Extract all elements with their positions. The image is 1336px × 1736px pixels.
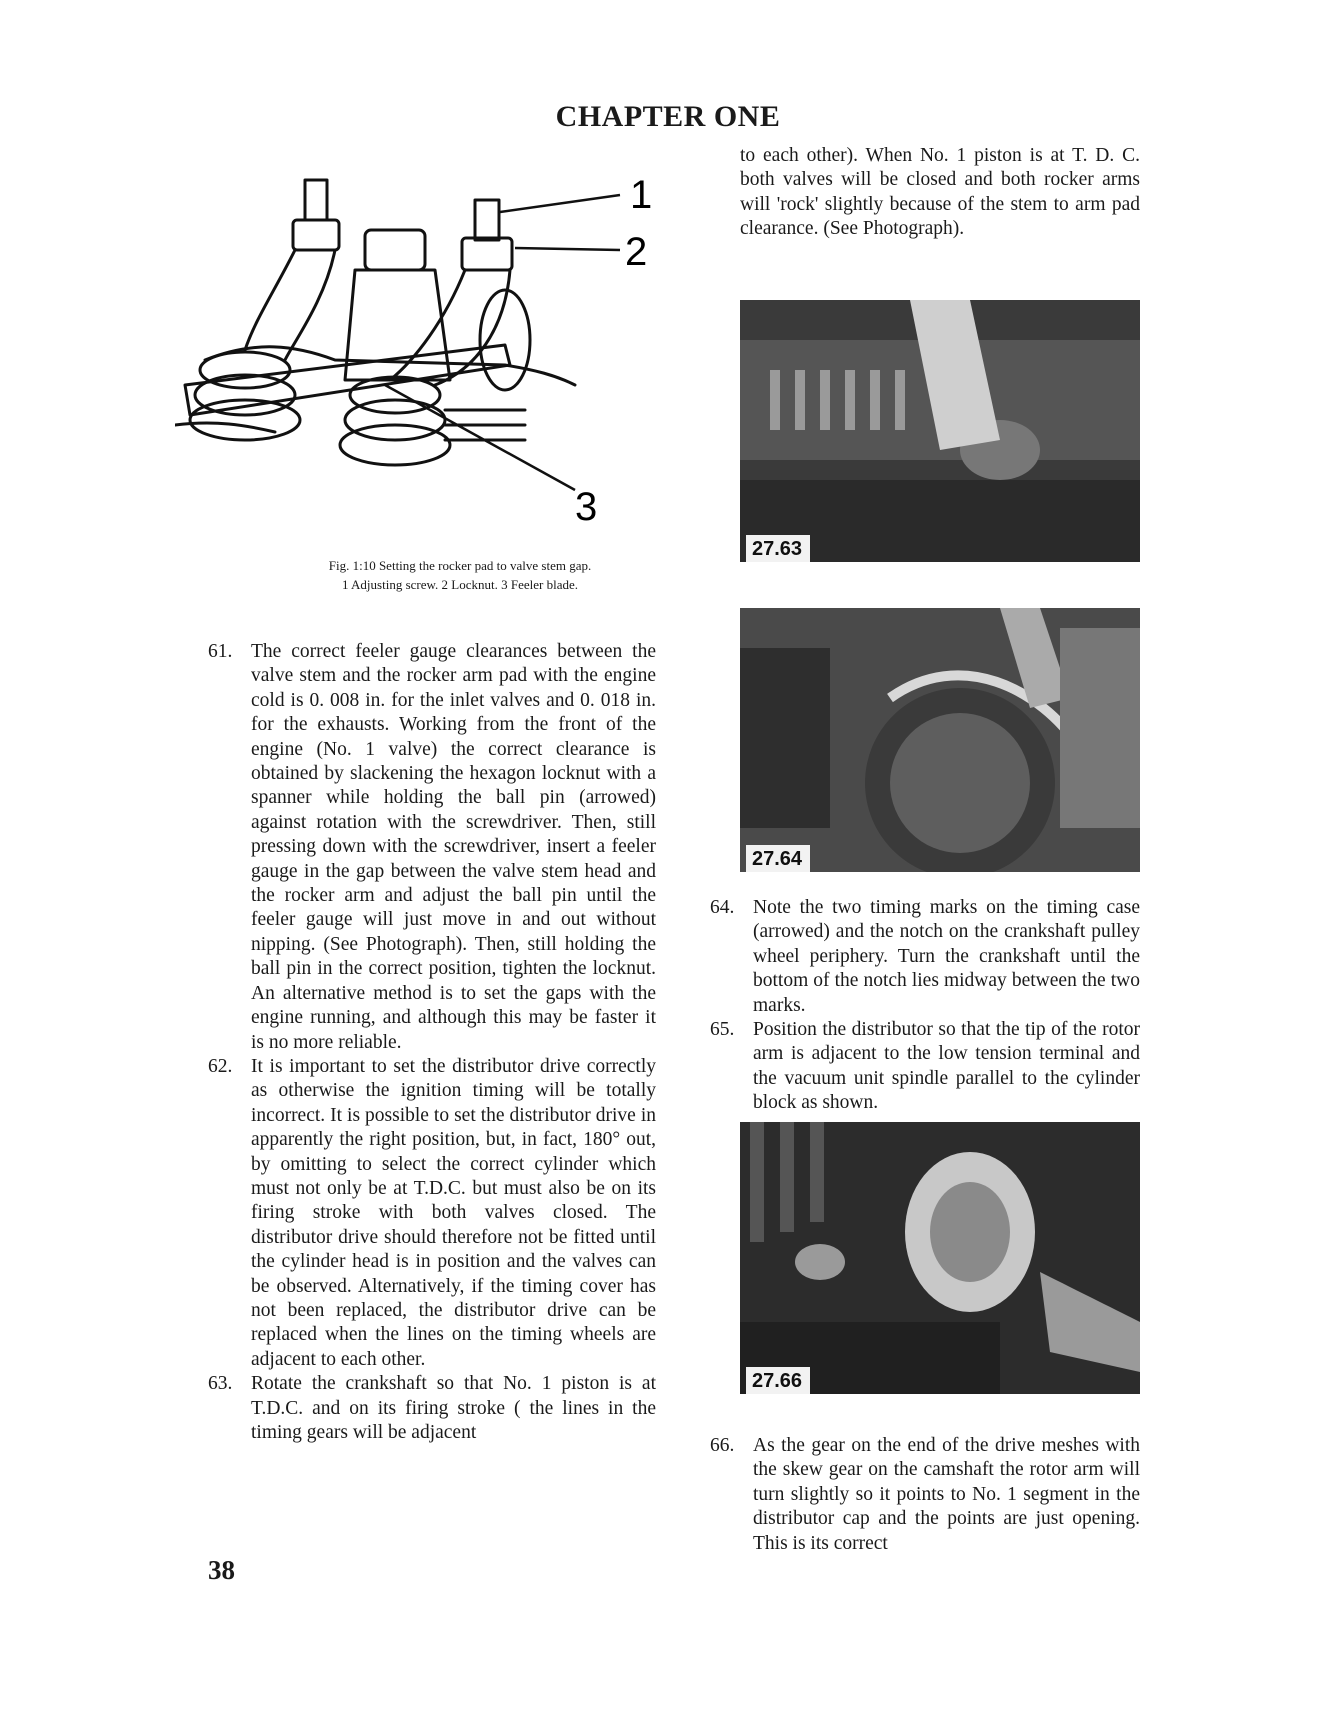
item-number: 64. [710, 897, 735, 918]
rocker-arm-figure [175, 170, 735, 550]
list-item-61 [208, 640, 656, 1055]
item-text: Note the two timing marks on the timing case (arrowed) and the notch on the crankshaft pulley wheel periphery. Turn the crankshaft until the bottom of the notch lies midway between the two marks. [753, 897, 1140, 1016]
item-text: Position the distributor so that the tip of the rotor arm is adjacent to the low tension terminal and the vacuum unit spindle parallel to the cylinder block as shown. [753, 1019, 1140, 1114]
caption-line-1: Fig. 1:10 Setting the rocker pad to valve stem gap. [328, 558, 592, 573]
item-number: 63. [208, 1373, 233, 1395]
photo-label-27-66: 27.66 [746, 1367, 810, 1394]
rocker-arm-drawing [175, 170, 735, 550]
item-text: Rotate the crankshaft so that No. 1 piston is at T.D.C. and on its firing stroke ( the lines in the timing gears will be adjacent [251, 1373, 656, 1443]
callout-1: 1 [630, 173, 653, 217]
right-bottom-item [710, 1434, 1140, 1556]
photo-label-27-63: 27.63 [746, 535, 810, 562]
list-item-64 [710, 896, 1140, 1018]
photo-27-64-image [740, 608, 1140, 872]
caption-line-2: 1 Adjusting screw. 2 Locknut. 3 Feeler blade. [342, 577, 578, 592]
item-number: 62. [208, 1055, 233, 1077]
photo-27-63 [740, 300, 1140, 562]
item-text: It is important to set the distributor drive correctly as otherwise the ignition timing will be totally incorrect. It is possible to set the distributor drive in apparently the right position, but, in fact, 180° out, by omitting to select the correct cylinder which must not only be at T.D.C. but must also be on its firing stroke with both valves closed. The distributor drive should therefore not be fitted until the cylinder head is in position and the valves can be observed. Alternatively, if the timing cover has not been replaced, the distributor drive can be replaced when the lines on the timing wheels are adjacent to each other. [251, 1055, 656, 1370]
list-item-62 [208, 1055, 656, 1372]
list-item-65 [710, 1018, 1140, 1116]
item-number: 61. [208, 641, 233, 662]
photo-27-66-image [740, 1122, 1140, 1394]
page-number: 38 [208, 1555, 235, 1585]
chapter-title: CHAPTER ONE [555, 100, 781, 133]
callout-3: 3 [575, 485, 598, 529]
list-item-66 [710, 1434, 1140, 1556]
left-column-items [208, 640, 656, 1445]
list-item-63 [208, 1372, 656, 1445]
callout-2: 2 [625, 230, 648, 274]
photo-27-66 [740, 1122, 1140, 1394]
item-text: The correct feeler gauge clearances between the valve stem and the rocker arm pad with the engine cold is 0. 008 in. for the inlet valves and 0. 018 in. for the exhausts. Working from the front of the engine (No. 1 valve) the correct clearance is obtained by slackening the hexagon locknut with a spanner while holding the ball pin (arrowed) against rotation with the screwdriver. Then, still pressing down with the screwdriver, insert a feeler gauge in the gap between the valve stem head and the rocker arm and adjust the ball pin until the feeler gauge will just move in and out without nipping. (See Photograph). Then, still holding the ball pin in the correct position, tighten the locknut. An alternative method is to set the gaps with the engine running, and although this may be faster it is no more reliable. [251, 641, 656, 1053]
photo-27-64 [740, 608, 1140, 872]
photo-27-63-image [740, 300, 1140, 562]
right-column-items [710, 896, 1140, 1116]
item-number: 65. [710, 1019, 735, 1041]
item-number: 66. [710, 1435, 735, 1456]
photo-label-27-64: 27.64 [746, 845, 810, 872]
figure-caption [250, 556, 670, 594]
item-text: As the gear on the end of the drive meshes with the skew gear on the camshaft the rotor arm will turn slightly so it points to No. 1 segment in the distributor cap and the points are just opening. This is its correct [753, 1435, 1140, 1554]
continued-paragraph: to each other). When No. 1 piston is at T. D. C. both valves will be closed and both rocker arms will 'rock' slightly because of the stem to arm pad clearance. (See Photograph). [740, 145, 1140, 240]
